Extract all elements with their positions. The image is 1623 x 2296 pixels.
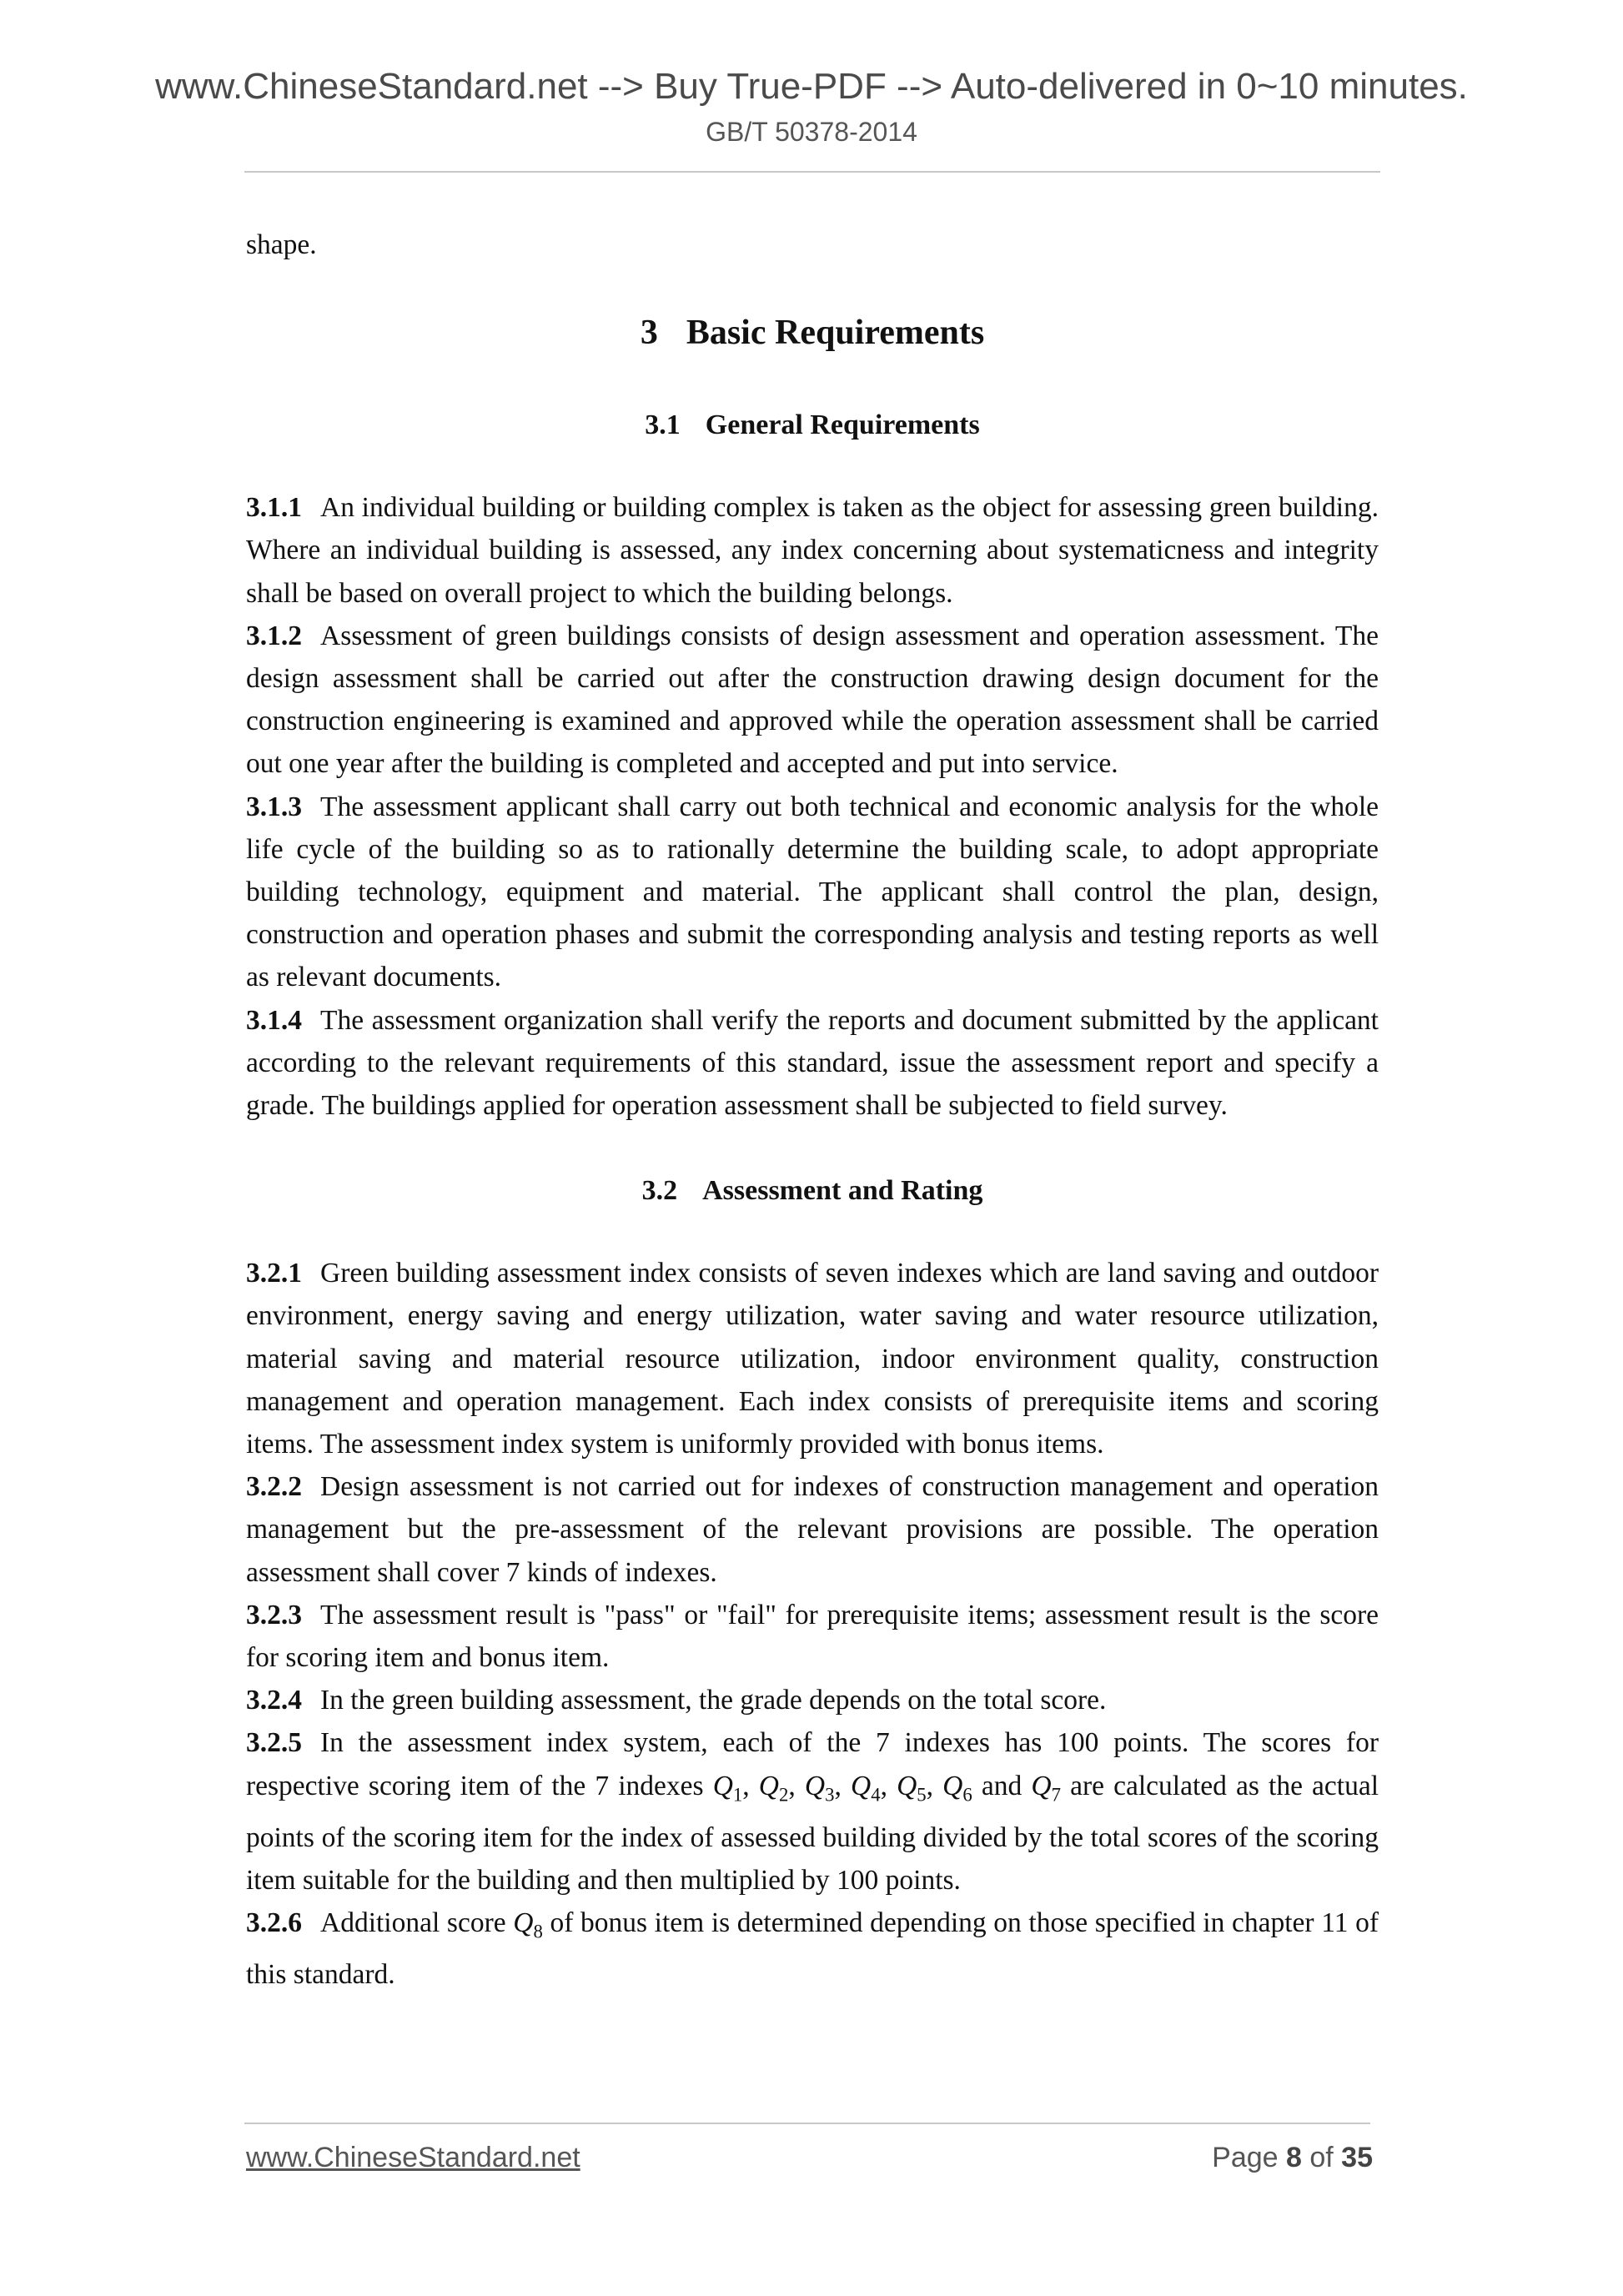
clause-number: 3.1.2 xyxy=(246,620,302,651)
footer-divider xyxy=(244,2123,1370,2124)
variable-q7: $Q_7$ xyxy=(1031,1770,1061,1806)
clause-3-2-4 xyxy=(246,1679,1379,1721)
section-heading-3-1 xyxy=(246,404,1379,446)
section-number: 3.1 xyxy=(645,409,681,441)
clause-number: 3.2.5 xyxy=(246,1727,302,1759)
current-page: 8 xyxy=(1286,2142,1302,2173)
clause-text: Design assessment is not carried out for indexes of construction management and operation management but the pre-assessment of the relevant provisions are possible. The operation assessment shall cover 7 kinds of indexes. xyxy=(246,1471,1379,1588)
page-content xyxy=(246,224,1379,1996)
variable-q1: $Q_1$ xyxy=(712,1770,743,1806)
section-title: Assessment and Rating xyxy=(702,1175,983,1207)
chapter-title: Basic Requirements xyxy=(686,314,985,353)
chapter-heading xyxy=(246,309,1379,356)
clause-text: Assessment of green buildings consists of design assessment and operation assessment. The design assessment shall be carried out after the construction drawing design document for the construction engineering is examined and approved while the operation assessment shall be carried out one year after the building is completed and accepted and put into service. xyxy=(246,620,1379,780)
clause-number: 3.2.3 xyxy=(246,1599,302,1630)
clause-text: The assessment organization shall verify the reports and document submitted by the applicant according to the relevant requirements of this standard, issue the assessment report and specify a grade. The buildings applied for operation assessment shall be subjected to field survey. xyxy=(246,1004,1379,1122)
clause-text: In the green building assessment, the grade depends on the total score. xyxy=(320,1685,1107,1716)
variable-q3: $Q_3$ xyxy=(804,1770,835,1806)
clause-3-2-5: 3.2.5 In the assessment index system, each of the 7 indexes has 100 points. The scores for respective scoring item of the 7 indexes $Q_1$, $Q_2$, $Q_3$, $Q_4$, $Q_5$, $Q_6$ and $Q_7$ are calculated as the actual points of the scoring item for the index of assessed building divided by the total scores of the scoring item suitable for the building and then multiplied by 100 points. xyxy=(246,1727,1379,1896)
variable-q6: $Q_6$ xyxy=(942,1770,972,1806)
clause-text: Green building assessment index consists of seven indexes which are land saving and outdoor environment, energy saving and energy utilization, water saving and water resource utilization, material saving and material resource utilization, indoor environment quality, construction management and operation management. Each index consists of prerequisite items and scoring items. The assessment index system is uniformly provided with bonus items. xyxy=(246,1258,1379,1460)
total-pages: 35 xyxy=(1341,2142,1373,2173)
clause-number: 3.1.3 xyxy=(246,791,302,822)
lead-text: shape. xyxy=(246,229,317,260)
clause-3-2-1 xyxy=(246,1252,1379,1465)
footer-website-link[interactable]: www.ChineseStandard.net xyxy=(246,2142,580,2173)
chapter-number: 3 xyxy=(640,314,658,353)
clause-text-a: In the assessment index system, each of the 7 indexes has 100 points. The scores for respective scoring item of the 7 indexes xyxy=(246,1727,1379,1801)
clause-3-2-2 xyxy=(246,1465,1379,1594)
variable-q4: $Q_4$ xyxy=(850,1770,881,1806)
clause-text-a: Additional score xyxy=(320,1907,514,1938)
clause-text-b: of bonus item is determined depending on those specified in chapter 11 of this standard. xyxy=(246,1907,1379,1990)
clause-number: 3.1.4 xyxy=(246,1004,302,1036)
clause-3-1-3 xyxy=(246,786,1379,999)
clause-text: The assessment applicant shall carry out both technical and economic analysis for the whole life cycle of the building so as to rationally determine the building scale, to adopt appropriate building technology, equipment and material. The applicant shall control the plan, design, construction and operation phases and submit the corresponding analysis and testing reports as well as relevant documents. xyxy=(246,791,1379,993)
variable-q5: $Q_5$ xyxy=(897,1770,927,1806)
clause-number: 3.2.6 xyxy=(246,1907,302,1938)
clause-3-2-6 xyxy=(246,1902,1379,1996)
section-heading-3-2 xyxy=(246,1170,1379,1212)
section-title: General Requirements xyxy=(705,409,980,441)
variable-q8: $Q_8$ xyxy=(513,1907,543,1942)
clause-3-1-2 xyxy=(246,615,1379,786)
clause-number: 3.2.2 xyxy=(246,1471,302,1503)
clause-3-2-3 xyxy=(246,1594,1379,1679)
clause-number: 3.2.1 xyxy=(246,1258,302,1289)
clause-number: 3.2.4 xyxy=(246,1685,302,1716)
header-divider xyxy=(244,171,1380,173)
page-indicator: Page 8 of 35 xyxy=(1212,2142,1373,2173)
section-number: 3.2 xyxy=(641,1175,678,1207)
clause-text: An individual building or building complex is taken as the object for assessing green building. Where an individual building is assessed, any index concerning about systematicness and integrity shall be based on overall project to which the building belongs. xyxy=(246,492,1379,609)
clause-3-1-4 xyxy=(246,999,1379,1128)
clause-text: The assessment result is "pass" or "fail" for prerequisite items; assessment result is the score for scoring item and bonus item. xyxy=(246,1599,1379,1674)
clause-3-1-1 xyxy=(246,486,1379,615)
promo-banner[interactable]: www.ChineseStandard.net --> Buy True-PDF --> Auto-delivered in 0~10 minutes. xyxy=(155,66,1468,107)
standard-code: GB/T 50378-2014 xyxy=(706,117,917,147)
variable-q2: $Q_2$ xyxy=(758,1770,789,1806)
clause-text-b: are calculated as the actual points of the scoring item for the index of assessed building divided by the total scores of the scoring item suitable for the building and then multiplied by 100 points. xyxy=(246,1770,1379,1896)
clause-number: 3.1.1 xyxy=(246,492,302,524)
